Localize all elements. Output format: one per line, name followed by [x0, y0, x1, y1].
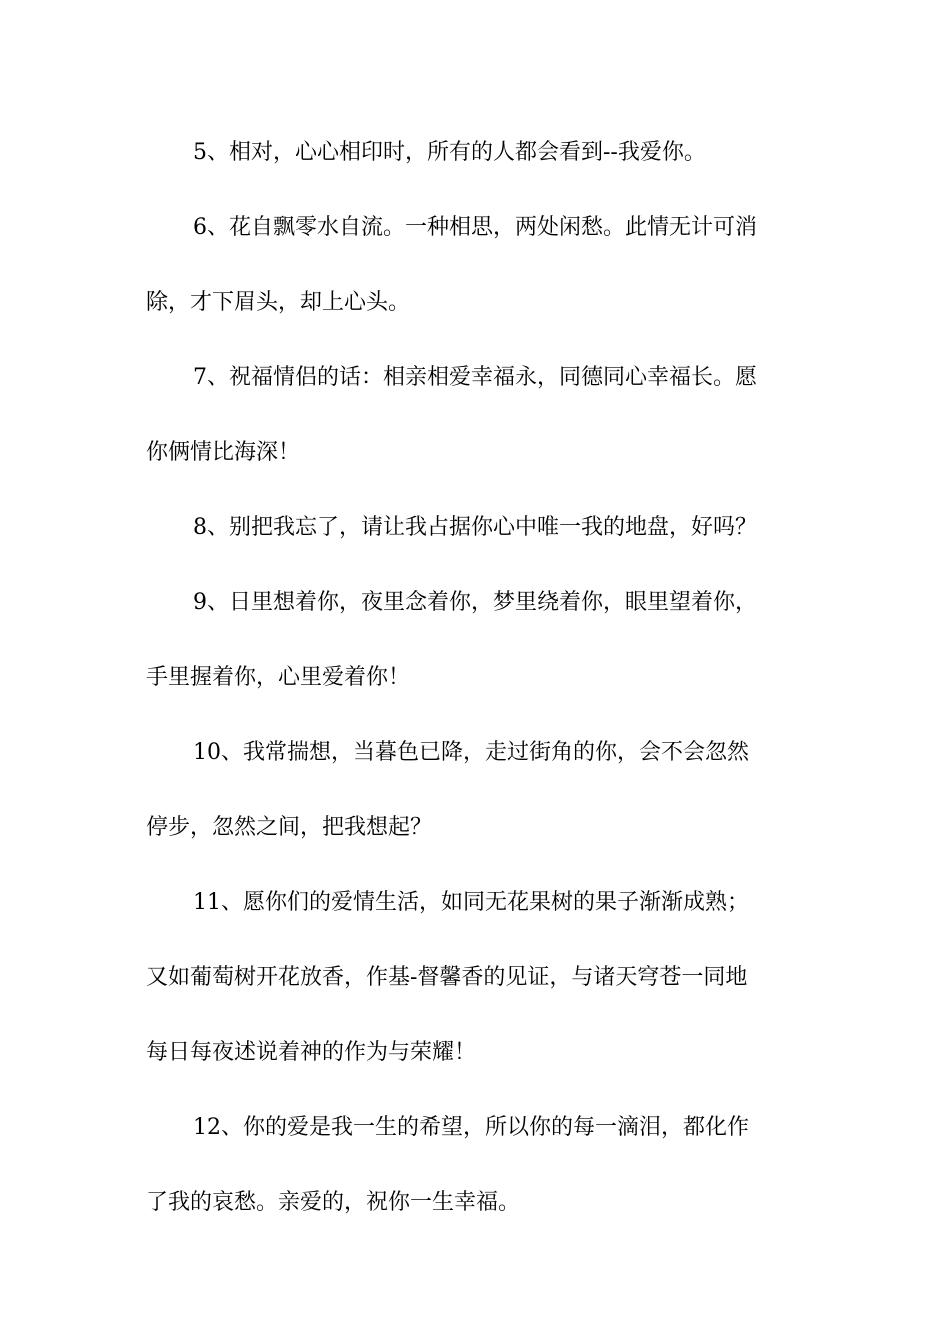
paragraph-11: [146, 884, 810, 1072]
paragraph-line: 10、我常揣想，当暮色已降，走过街角的你，会不会忽然: [193, 740, 749, 765]
paragraph-line: 12、你的爱是我一生的希望，所以你的每一滴泪，都化作: [193, 1115, 749, 1140]
paragraph-line: 5、相对，心心相印时，所有的人都会看到--我爱你。: [193, 140, 706, 165]
paragraph-line: 7、祝福情侣的话：相亲相爱幸福永，同德同心幸福长。愿: [193, 365, 757, 390]
paragraph-line: 你俩情比海深！: [146, 440, 301, 465]
paragraph-line: 手里握着你，心里爱着你！: [146, 665, 411, 690]
paragraph-line: 9、日里想着你，夜里念着你，梦里绕着你，眼里望着你，: [193, 590, 757, 615]
paragraph-line: 11、愿你们的爱情生活，如同无花果树的果子渐渐成熟；: [193, 890, 749, 915]
paragraph-line: 了我的哀愁。亲爱的，祝你一生幸福。: [146, 1190, 521, 1215]
paragraph-line: 8、别把我忘了，请让我占据你心中唯一我的地盘，好吗？: [193, 515, 757, 540]
paragraph-9: [146, 584, 810, 697]
paragraph-line: 6、花自飘零水自流。一种相思，两处闲愁。此情无计可消: [193, 215, 757, 240]
paragraph-7: [146, 359, 810, 472]
paragraph-8: [146, 509, 810, 547]
paragraph-6: [146, 209, 810, 322]
paragraph-5: [146, 134, 810, 172]
paragraph-12: [146, 1109, 810, 1222]
paragraph-line: 又如葡萄树开花放香，作基-督馨香的见证，与诸天穹苍一同地: [146, 965, 748, 990]
paragraph-line: 停步，忽然之间，把我想起？: [146, 815, 433, 840]
paragraph-line: 每日每夜述说着神的作为与荣耀！: [146, 1040, 477, 1065]
document-body: [146, 134, 810, 1222]
paragraph-line: 除，才下眉头，却上心头。: [146, 290, 411, 315]
paragraph-10: [146, 734, 810, 847]
